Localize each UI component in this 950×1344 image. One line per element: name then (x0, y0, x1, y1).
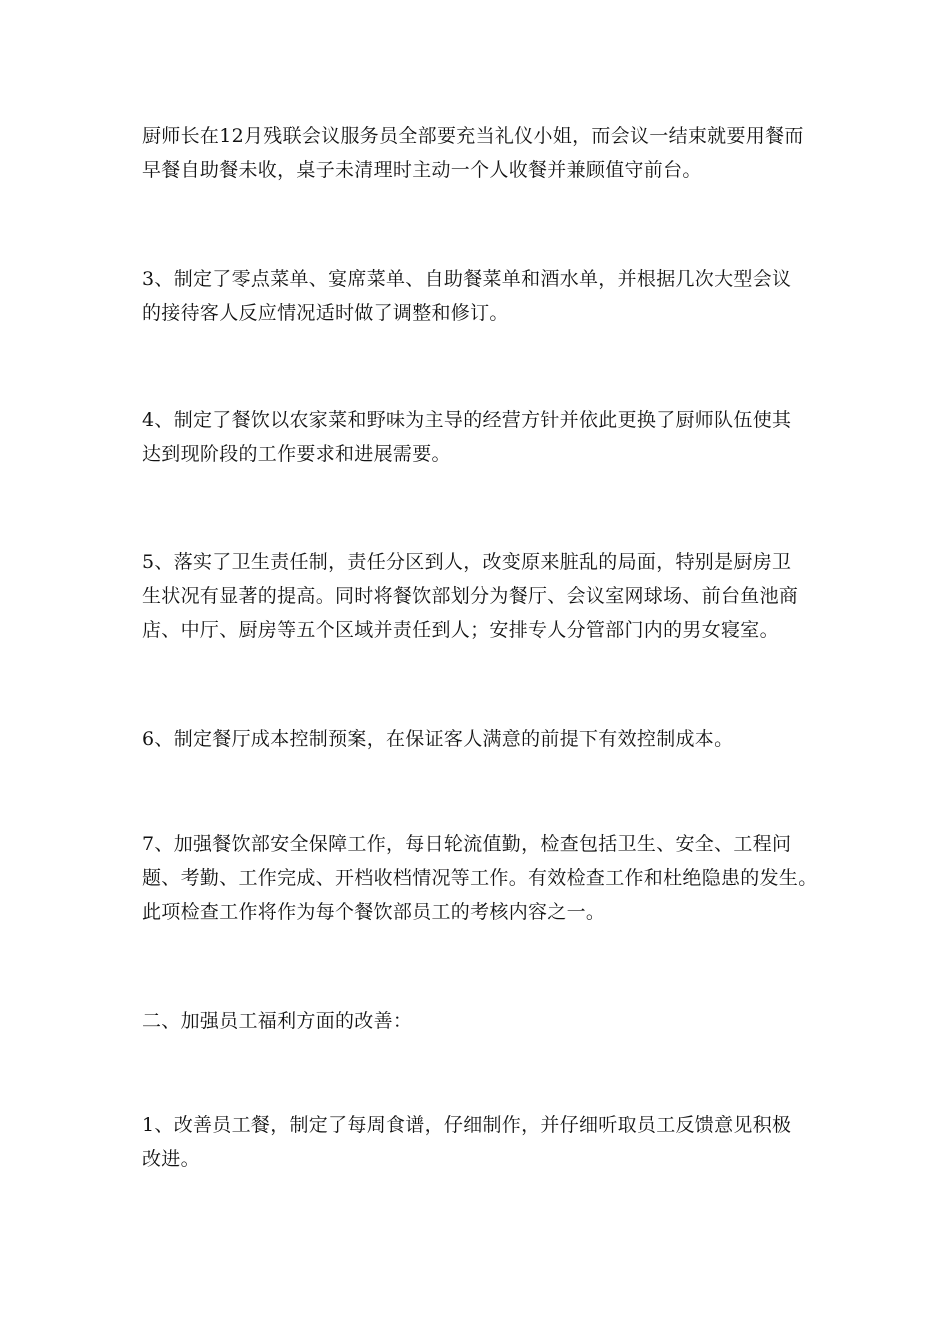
paragraph-chef-duties (142, 119, 812, 187)
text-line: 题、考勤、工作完成、开档收档情况等工作。有效检查工作和杜绝隐患的发生。 (142, 867, 818, 889)
paragraph-welfare-item-1 (142, 1108, 812, 1176)
text-line: 5、落实了卫生责任制，责任分区到人，改变原来脏乱的局面，特别是厨房卫 (142, 551, 792, 573)
text-line: 4、制定了餐饮以农家菜和野味为主导的经营方针并依此更换了厨师队伍使其 (142, 409, 792, 431)
text-line: 6、制定餐厅成本控制预案，在保证客人满意的前提下有效控制成本。 (142, 728, 734, 750)
paragraph-item-5 (142, 545, 812, 647)
text-line: 生状况有显著的提高。同时将餐饮部划分为餐厅、会议室网球场、前台鱼池商 (142, 585, 799, 607)
text-line: 1、改善员工餐，制定了每周食谱，仔细制作，并仔细听取员工反馈意见积极 (142, 1114, 792, 1136)
paragraph-item-7 (142, 827, 818, 929)
paragraph-item-3 (142, 262, 812, 330)
text-line: 达到现阶段的工作要求和进展需要。 (142, 443, 451, 465)
text-line: 3、制定了零点菜单、宴席菜单、自助餐菜单和酒水单，并根据几次大型会议 (142, 268, 792, 290)
text-line: 二、加强员工福利方面的改善： (142, 1010, 413, 1032)
text-line: 厨师长在12月残联会议服务员全部要充当礼仪小姐，而会议一结束就要用餐而 (142, 125, 804, 147)
text-line: 的接待客人反应情况适时做了调整和修订。 (142, 302, 509, 324)
section-heading-welfare (142, 1004, 812, 1038)
paragraph-item-4 (142, 403, 812, 471)
text-line: 改进。 (142, 1148, 200, 1170)
paragraph-item-6 (142, 722, 812, 756)
text-line: 店、中厅、厨房等五个区域并责任到人；安排专人分管部门内的男女寝室。 (142, 619, 779, 641)
text-line: 早餐自助餐未收，桌子未清理时主动一个人收餐并兼顾值守前台。 (142, 159, 702, 181)
text-line: 7、加强餐饮部安全保障工作，每日轮流值勤，检查包括卫生、安全、工程问 (142, 833, 792, 855)
text-line: 此项检查工作将作为每个餐饮部员工的考核内容之一。 (142, 901, 606, 923)
